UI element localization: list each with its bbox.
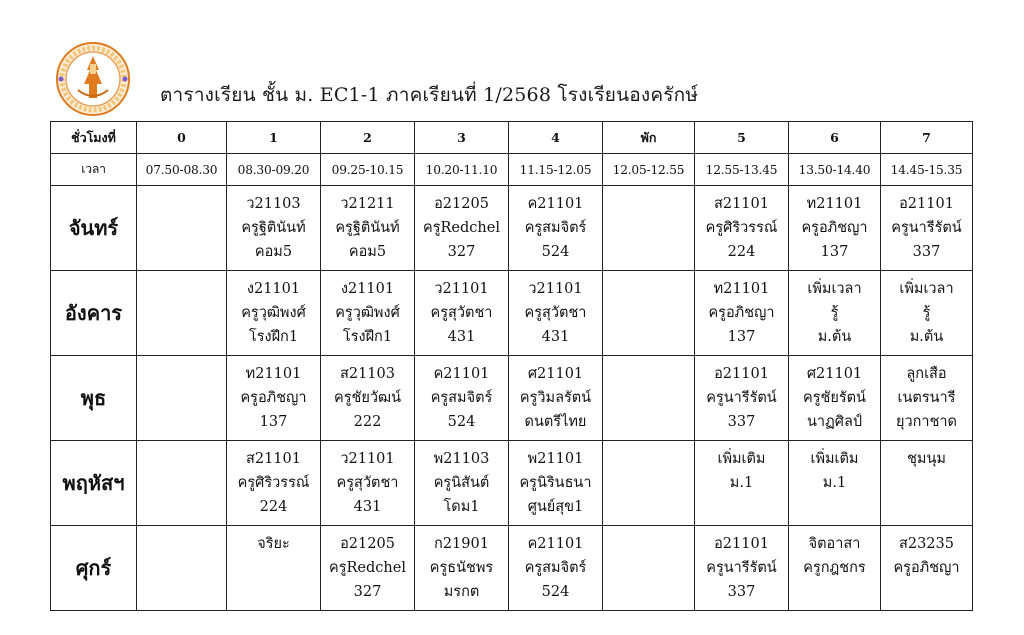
- cell-content: [509, 356, 602, 434]
- class-cell: [415, 271, 509, 356]
- cell-content: [509, 526, 602, 604]
- day-name: พุธ: [51, 356, 137, 441]
- cell-line: ดนตรีไทย: [524, 414, 587, 430]
- cell-content: [227, 356, 320, 434]
- cell-line: 524: [447, 414, 476, 430]
- cell-line: 431: [541, 329, 570, 345]
- cell-line: ศูนย์สุข1: [527, 499, 584, 515]
- class-cell: [509, 271, 603, 356]
- class-cell: [321, 526, 415, 611]
- day-name: ศุกร์: [51, 526, 137, 611]
- class-cell: [881, 271, 973, 356]
- cell-content: [603, 271, 694, 277]
- cell-line: จิตอาสา: [808, 536, 861, 552]
- cell-content: [509, 441, 602, 519]
- cell-line: ค21101: [527, 536, 584, 552]
- cell-line: จริยะ: [257, 536, 290, 552]
- day-name: อังคาร: [51, 271, 137, 356]
- cell-line: ค21101: [527, 196, 584, 212]
- class-cell: [695, 526, 789, 611]
- cell-line: ลูกเสือ: [906, 366, 947, 382]
- cell-line: ครูศิริวรรณ์: [705, 220, 778, 236]
- cell-line: 224: [727, 244, 756, 260]
- cell-line: ง21101: [340, 281, 395, 297]
- empty-cell: [137, 186, 227, 271]
- cell-content: [321, 271, 414, 349]
- cell-line: ครูสมจิตร์: [524, 220, 587, 236]
- cell-line: ศ21101: [806, 366, 863, 382]
- period-number: 2: [321, 122, 415, 154]
- cell-content: [789, 356, 880, 434]
- cell-line: ครูนารีรัตน์: [706, 390, 777, 406]
- empty-cell: [603, 186, 695, 271]
- time-range: 07.50-08.30: [137, 154, 227, 186]
- cell-line: เนตรนารี: [897, 390, 956, 406]
- cell-line: ครูอภิชญา: [240, 390, 307, 406]
- time-range: 08.30-09.20: [227, 154, 321, 186]
- class-cell: [509, 526, 603, 611]
- class-cell: [789, 271, 881, 356]
- cell-content: [695, 271, 788, 349]
- cell-line: 137: [727, 329, 756, 345]
- class-cell: [415, 441, 509, 526]
- cell-line: ครูอภิชญา: [801, 220, 868, 236]
- empty-cell: [603, 356, 695, 441]
- class-cell: [881, 186, 973, 271]
- class-cell: [881, 356, 973, 441]
- cell-content: [881, 271, 972, 349]
- period-number: 1: [227, 122, 321, 154]
- cell-line: ครูอภิชญา: [708, 305, 775, 321]
- cell-line: ครูวุฒิพงศ์: [241, 305, 306, 321]
- cell-line: โดม1: [443, 499, 480, 515]
- cell-line: รู้: [922, 305, 931, 321]
- cell-line: 431: [353, 499, 382, 515]
- class-cell: [789, 186, 881, 271]
- cell-line: เพิ่มเติม: [810, 451, 859, 467]
- class-cell: [227, 356, 321, 441]
- cell-line: พ21103: [433, 451, 490, 467]
- class-cell: [227, 186, 321, 271]
- cell-line: ก21901: [434, 536, 489, 552]
- cell-line: ส23235: [899, 536, 954, 552]
- cell-line: ครูสมจิตร์: [430, 390, 493, 406]
- cell-line: นาฏศิลป์: [806, 414, 863, 430]
- period-number: 3: [415, 122, 509, 154]
- cell-line: ม.ต้น: [909, 329, 944, 345]
- cell-content: [789, 271, 880, 349]
- cell-content: [227, 271, 320, 349]
- cell-line: พ21101: [527, 451, 584, 467]
- empty-cell: [137, 526, 227, 611]
- cell-line: 222: [353, 414, 382, 430]
- cell-content: [321, 186, 414, 264]
- time-range: 09.25-10.15: [321, 154, 415, 186]
- cell-content: [415, 186, 508, 264]
- cell-line: ครูสุวัตชา: [430, 305, 493, 321]
- cell-line: มรกต: [443, 584, 480, 600]
- cell-content: [509, 186, 602, 264]
- cell-line: ว21101: [434, 281, 489, 297]
- cell-line: ว21101: [340, 451, 395, 467]
- cell-line: ครูสุวัตชา: [524, 305, 587, 321]
- class-cell: [227, 526, 321, 611]
- period-number: 7: [881, 122, 973, 154]
- cell-line: 524: [541, 244, 570, 260]
- empty-cell: [603, 526, 695, 611]
- cell-line: ครูฐิตินันท์: [335, 220, 400, 236]
- cell-content: [415, 271, 508, 349]
- class-cell: [415, 186, 509, 271]
- cell-content: [137, 271, 226, 277]
- empty-cell: [137, 271, 227, 356]
- cell-content: [415, 526, 508, 604]
- cell-line: ยุวกาชาด: [896, 414, 957, 430]
- cell-content: [695, 186, 788, 264]
- cell-line: ม.1: [822, 475, 847, 491]
- empty-cell: [137, 356, 227, 441]
- day-row: [51, 271, 973, 356]
- cell-line: ม.ต้น: [817, 329, 852, 345]
- class-cell: [227, 441, 321, 526]
- page-title: ตารางเรียน ชั้น ม. EC1-1 ภาคเรียนที่ 1/2568 โรงเรียนองครักษ์: [160, 84, 699, 106]
- class-cell: [695, 441, 789, 526]
- cell-content: [789, 186, 880, 264]
- time-range: 12.05-12.55: [603, 154, 695, 186]
- cell-content: [137, 186, 226, 192]
- cell-line: ท21101: [245, 366, 302, 382]
- cell-line: ครูฐิตินันท์: [241, 220, 306, 236]
- cell-line: ส21101: [714, 196, 769, 212]
- day-row: [51, 356, 973, 441]
- cell-line: ว21211: [340, 196, 395, 212]
- cell-content: [321, 356, 414, 434]
- cell-content: [881, 441, 972, 471]
- class-cell: [789, 526, 881, 611]
- cell-line: ครูธนัชพร: [429, 560, 494, 576]
- cell-line: 337: [912, 244, 941, 260]
- cell-line: ง21101: [246, 281, 301, 297]
- cell-line: ครูRedchel: [329, 560, 406, 576]
- cell-line: ท21101: [713, 281, 770, 297]
- cell-content: [137, 526, 226, 532]
- cell-content: [321, 441, 414, 519]
- timetable: [50, 121, 973, 611]
- cell-content: [881, 186, 972, 264]
- cell-line: ครูRedchel: [423, 220, 500, 236]
- time-range: 12.55-13.45: [695, 154, 789, 186]
- cell-line: ม.1: [729, 475, 754, 491]
- cell-content: [789, 441, 880, 495]
- time-range: 14.45-15.35: [881, 154, 973, 186]
- empty-cell: [137, 441, 227, 526]
- cell-line: 337: [727, 414, 756, 430]
- cell-line: ครูสมจิตร์: [524, 560, 587, 576]
- class-cell: [789, 441, 881, 526]
- period-number: 0: [137, 122, 227, 154]
- cell-content: [227, 441, 320, 519]
- class-cell: [695, 271, 789, 356]
- time-row: [51, 154, 973, 186]
- cell-line: อ21101: [714, 366, 769, 382]
- class-cell: [695, 356, 789, 441]
- cell-content: [321, 526, 414, 604]
- class-cell: [881, 441, 973, 526]
- cell-line: ครูศิริวรรณ์: [237, 475, 310, 491]
- cell-line: 224: [259, 499, 288, 515]
- class-cell: [227, 271, 321, 356]
- cell-line: คอม5: [348, 244, 387, 260]
- cell-content: [227, 186, 320, 264]
- cell-line: 337: [727, 584, 756, 600]
- empty-cell: [603, 441, 695, 526]
- class-cell: [415, 356, 509, 441]
- time-range: 13.50-14.40: [789, 154, 881, 186]
- cell-content: [695, 356, 788, 434]
- cell-line: ครูวุฒิพงศ์: [335, 305, 400, 321]
- cell-line: 137: [259, 414, 288, 430]
- cell-line: รู้: [830, 305, 839, 321]
- cell-line: 327: [447, 244, 476, 260]
- cell-line: อ21205: [340, 536, 395, 552]
- class-cell: [321, 271, 415, 356]
- class-cell: [509, 356, 603, 441]
- cell-content: [789, 526, 880, 580]
- cell-line: ศ21101: [527, 366, 584, 382]
- class-cell: [695, 186, 789, 271]
- cell-line: ครูนารีรัตน์: [706, 560, 777, 576]
- day-name: จันทร์: [51, 186, 137, 271]
- cell-line: 137: [820, 244, 849, 260]
- class-cell: [415, 526, 509, 611]
- period-number: 5: [695, 122, 789, 154]
- class-cell: [321, 441, 415, 526]
- cell-line: ครูชัยวัฒน์: [334, 390, 401, 406]
- cell-line: เพิ่มเวลา: [807, 281, 862, 297]
- cell-content: [603, 526, 694, 532]
- cell-line: ส21103: [340, 366, 395, 382]
- cell-content: [137, 441, 226, 447]
- cell-line: ท21101: [806, 196, 863, 212]
- cell-content: [415, 441, 508, 519]
- cell-content: [603, 186, 694, 192]
- cell-line: ครูนิรินธนา: [519, 475, 592, 491]
- cell-line: โรงฝึก1: [248, 329, 299, 345]
- header-row: [51, 122, 973, 154]
- cell-line: ส21101: [246, 451, 301, 467]
- period-label: ชั่วโมงที่: [51, 122, 137, 154]
- period-number: 4: [509, 122, 603, 154]
- cell-line: เพิ่มเวลา: [899, 281, 954, 297]
- cell-line: ครูกฎชกร: [803, 560, 866, 576]
- cell-line: 524: [541, 584, 570, 600]
- cell-content: [509, 271, 602, 349]
- cell-line: ครูสุวัตชา: [336, 475, 399, 491]
- cell-content: [603, 441, 694, 447]
- cell-line: ครูชัยรัตน์: [803, 390, 866, 406]
- cell-line: 327: [353, 584, 382, 600]
- cell-line: เพิ่มเติม: [717, 451, 766, 467]
- class-cell: [509, 441, 603, 526]
- cell-line: ว21103: [246, 196, 301, 212]
- class-cell: [881, 526, 973, 611]
- cell-line: ว21101: [528, 281, 583, 297]
- cell-content: [881, 526, 972, 580]
- cell-line: ครูนิสันต์: [433, 475, 490, 491]
- school-logo: [50, 40, 136, 118]
- cell-line: ค21101: [433, 366, 490, 382]
- cell-line: อ21101: [899, 196, 954, 212]
- time-range: 11.15-12.05: [509, 154, 603, 186]
- day-row: [51, 441, 973, 526]
- cell-content: [603, 356, 694, 362]
- class-cell: [789, 356, 881, 441]
- cell-content: [227, 526, 320, 556]
- time-range: 10.20-11.10: [415, 154, 509, 186]
- time-label: เวลา: [51, 154, 137, 186]
- day-row: [51, 526, 973, 611]
- cell-content: [695, 526, 788, 604]
- cell-line: โรงฝึก1: [342, 329, 393, 345]
- empty-cell: [603, 271, 695, 356]
- cell-line: อ21205: [434, 196, 489, 212]
- cell-line: ครูวิมลรัตน์: [519, 390, 592, 406]
- cell-content: [881, 356, 972, 434]
- day-row: [51, 186, 973, 271]
- cell-line: ชุมนุม: [907, 451, 946, 467]
- cell-line: อ21101: [714, 536, 769, 552]
- cell-line: ครูอภิชญา: [893, 560, 960, 576]
- period-number: 6: [789, 122, 881, 154]
- class-cell: [321, 356, 415, 441]
- cell-line: คอม5: [254, 244, 293, 260]
- cell-content: [695, 441, 788, 495]
- cell-line: ครูนารีรัตน์: [891, 220, 962, 236]
- cell-line: 431: [447, 329, 476, 345]
- cell-content: [415, 356, 508, 434]
- class-cell: [509, 186, 603, 271]
- period-number: พัก: [603, 122, 695, 154]
- cell-content: [137, 356, 226, 362]
- class-cell: [321, 186, 415, 271]
- day-name: พฤหัสฯ: [51, 441, 137, 526]
